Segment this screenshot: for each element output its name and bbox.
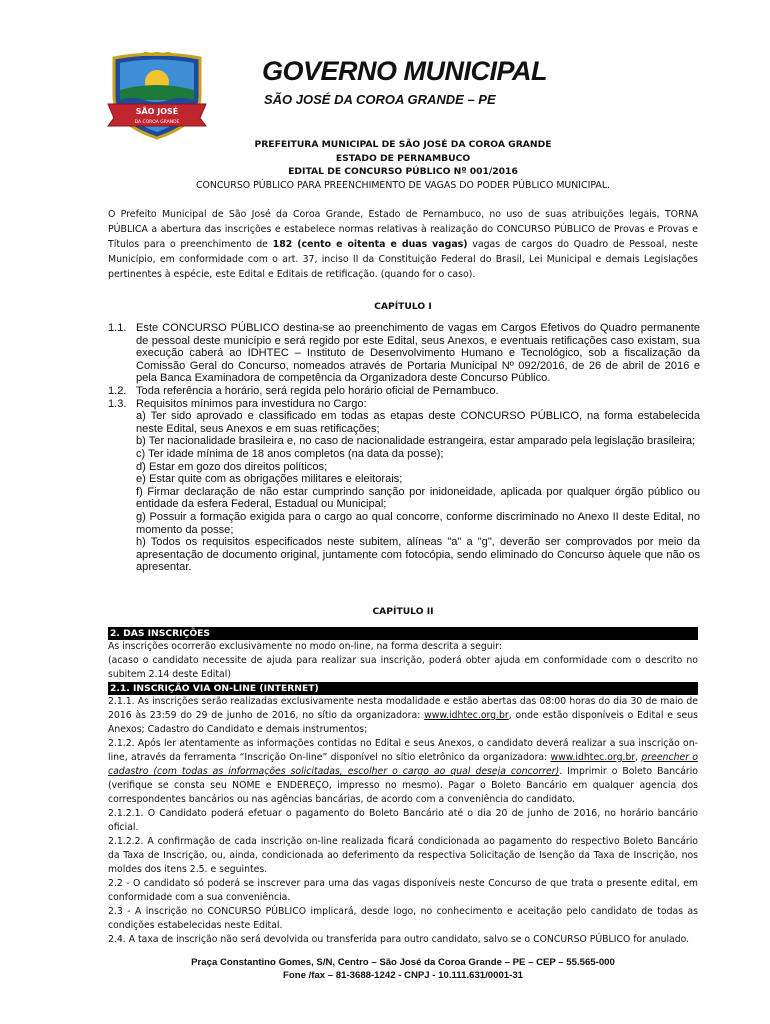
text: 2.1.1. As inscrições serão realizadas exclusivamente nesta modalidade e estão abertas das 08:00 horas do dia 30 de maio de 2016 às 23:59 do 29 de junho de 2016, no sítio da organizadora: <box>108 696 698 721</box>
document-subtitle: SÃO JOSÉ DA COROA GRANDE – PE <box>264 92 496 107</box>
requirement-f: f) Firmar declaração de não estar cumprindo sanção por inidoneidade, aplicada por qualquer órgão público ou entidade da esfera Federal, Estadual ou Municipal; <box>136 485 700 511</box>
item-number: 1.2. <box>108 384 127 397</box>
paragraph-2-3: 2.3 - A inscrição no CONCURSO PÚBLICO implicará, desde logo, no conhecimento e aceitação pelo candidato de todas as condições estabelecidas neste Edital. <box>108 906 698 931</box>
emphasized-text: preencher o cadastro (com todas as informações solicitadas, escolher o cargo ao qual deseja concorrer) <box>108 752 698 777</box>
item-text: Este CONCURSO PÚBLICO destina-se ao preenchimento de vagas em Cargos Efetivos do Quadro permanente de pessoal deste município e será regido por este Edital, seus Anexos, e eventuais retificações caso existam, sua execução caberá ao IDHTEC – Instituto de Desenvolvimento Humano e Tecnológico, sob a fiscalização da Comissão Geral do Concurso, nomeados através de Portaria Municipal Nº 092/2016, de 26 de abril de 2016 e pela Banca Examinadora de competência da Organizadora deste Concurso Público. <box>136 322 700 385</box>
paragraph: As inscrições ocorrerão exclusivamente no modo on-line, na forma descrita a seguir: <box>108 641 503 652</box>
edital-number: EDITAL DE CONCURSO PÚBLICO Nº 001/2016 <box>288 166 518 177</box>
inscricao-online-body <box>108 695 698 947</box>
paragraph: (acaso o candidato necessite de ajuda para realizar sua inscrição, poderá obter ajuda em conformidade com o descrito no subitem 2.14 deste Edital) <box>108 655 698 680</box>
paragraph-2-4: 2.4. A taxa de inscrição não será devolvida ou transferida para outro candidato, salvo se o CONCURSO PÚBLICO for anulado. <box>108 934 690 945</box>
intro-vacancies-count: 182 (cento e oitenta e duas vagas) <box>272 239 468 250</box>
requirement-h: h) Todos os requisitos especificados neste subitem, alíneas "a" a "g", deverão ser comprovados por meio da apresentação de documento original, juntamente com fotocópia, sendo eliminado do Concurso àquele que não os apresentar. <box>136 536 700 574</box>
requirement-g: g) Possuir a formação exigida para o cargo ao qual concorre, conforme discriminado no Anexo II deste Edital, no momento da posse; <box>136 510 700 536</box>
item-text: Requisitos mínimos para investidura no Cargo: <box>136 397 367 410</box>
requirement-b: b) Ter nacionalidade brasileira e, no caso de nacionalidade estrangeira, estar amparado pela legislação brasileira; <box>136 435 696 448</box>
item-number: 1.1. <box>108 322 127 334</box>
item-text: Toda referência a horário, será regida pelo horário oficial de Pernambuco. <box>136 384 499 397</box>
intro-text-after: vagas de cargos do Quadro de Pessoal, neste Município, em conformidade com o art. 37, inciso II da Constituição Federal do Brasil, Lei Municipal e demais Legislações pertinentes à espécie, este Edital e Editais de retificação. (quando for o caso). <box>108 239 698 280</box>
intro-paragraph <box>108 207 698 282</box>
municipal-crest-logo <box>102 52 212 140</box>
item-1-2 <box>108 385 700 398</box>
paragraph-2-1-2-2: 2.1.2.2. A confirmação de cada inscrição on-line realizada ficará condicionada ao pagamento do respectivo Boleto Bancário da Taxa de Inscrição, ou, ainda, condicionada ao deferimento da respectiva Solicitação de Isenção da Taxa de Inscrição, nos moldes dos itens 2.5. e seguintes. <box>108 836 698 875</box>
svg-text:DA COROA GRANDE: DA COROA GRANDE <box>134 120 180 125</box>
chapter-2-title: CAPÍTULO II <box>372 606 434 617</box>
text: , onde estão disponíveis o Edital e seus Anexos; Cadastro do Candidato e demais instrumentos; <box>108 710 698 735</box>
paragraph-2-1-1 <box>108 695 698 737</box>
footer-address: Praça Constantino Gomes, S/N, Centro – São José da Coroa Grande – PE – CEP – 55.565-000 <box>191 957 615 968</box>
state-name: ESTADO DE PERNAMBUCO <box>335 153 471 164</box>
requirement-e: e) Estar quite com as obrigações militares e eleitorais; <box>136 473 403 486</box>
paragraph-2-1-2 <box>108 737 698 807</box>
item-1-1 <box>108 322 700 385</box>
requirement-d: d) Estar em gozo dos direitos políticos; <box>136 460 328 473</box>
requirement-a: a) Ter sido aprovado e classificado em todas as etapas deste CONCURSO PÚBLICO, na forma estabelecida neste Edital, seus Anexos e em suas retificações; <box>136 410 700 435</box>
intro-text-before: O Prefeito Municipal de São José da Coroa Grande, Estado de Pernambuco, no uso de suas atribuições legais, TORNA PÚBLICA a abertura das inscrições e estabelece normas relativas à realização do CONCURSO PÚBLICO de Provas e Provas e Títulos para o preenchimento de <box>108 209 698 250</box>
section-heading-inscricao-online: 2.1. INSCRIÇÃO VIA ON-LINE (INTERNET) <box>108 682 698 695</box>
section-heading-inscricoes: 2. DAS INSCRIÇÕES <box>108 627 698 640</box>
text: 2.1.2. Após ler atentamente as informações contidas no Edital e seus Anexos, o candidato deverá realizar a sua inscrição on-line, através da ferramenta “Inscrição On-line” disponível no sítio eletrônico da organizadora: <box>108 738 698 763</box>
idhtec-link[interactable]: www.idhtec.org.br <box>424 710 509 721</box>
inscricoes-intro <box>108 640 698 682</box>
svg-text:SÃO JOSÉ: SÃO JOSÉ <box>135 107 179 116</box>
footer-contact: Fone /fax – 81-3688-1242 - CNPJ - 10.111.631/0001-31 <box>283 970 523 981</box>
document-title: GOVERNO MUNICIPAL <box>262 56 548 86</box>
requirement-c: c) Ter idade mínima de 18 anos completos (na data da posse); <box>136 447 444 460</box>
item-1-3 <box>108 398 700 411</box>
chapter-1-body <box>108 322 700 574</box>
item-number: 1.3. <box>108 397 127 410</box>
text: . Imprimir o Boleto Bancário (verifique se consta seu NOME e ENDEREÇO, impresso no mesmo). Pagar o Boleto Bancário em qualquer agencia dos correspondentes bancários ou nas agências bancárias, de acordo com a conveniência do candidato. <box>108 766 698 805</box>
idhtec-link[interactable]: www.idhtec.org.br <box>550 752 636 763</box>
concurso-description: CONCURSO PÚBLICO PARA PREENCHIMENTO DE VAGAS DO PODER PÚBLICO MUNICIPAL. <box>195 180 611 191</box>
paragraph-2-1-2-1: 2.1.2.1. O Candidato poderá efetuar o pagamento do Boleto Bancário até o dia 20 de junho de 2016, no horário bancário oficial. <box>108 808 698 833</box>
paragraph-2-2: 2.2 - O candidato só poderá se inscrever para uma das vagas disponíveis neste Concurso de que trata o presente edital, em conformidade com a sua conveniência. <box>108 878 698 903</box>
text: , <box>635 752 642 763</box>
institution-name: PREFEITURA MUNICIPAL DE SÃO JOSÉ DA COROA GRANDE <box>254 139 552 150</box>
chapter-1-title: CAPÍTULO I <box>374 301 432 312</box>
